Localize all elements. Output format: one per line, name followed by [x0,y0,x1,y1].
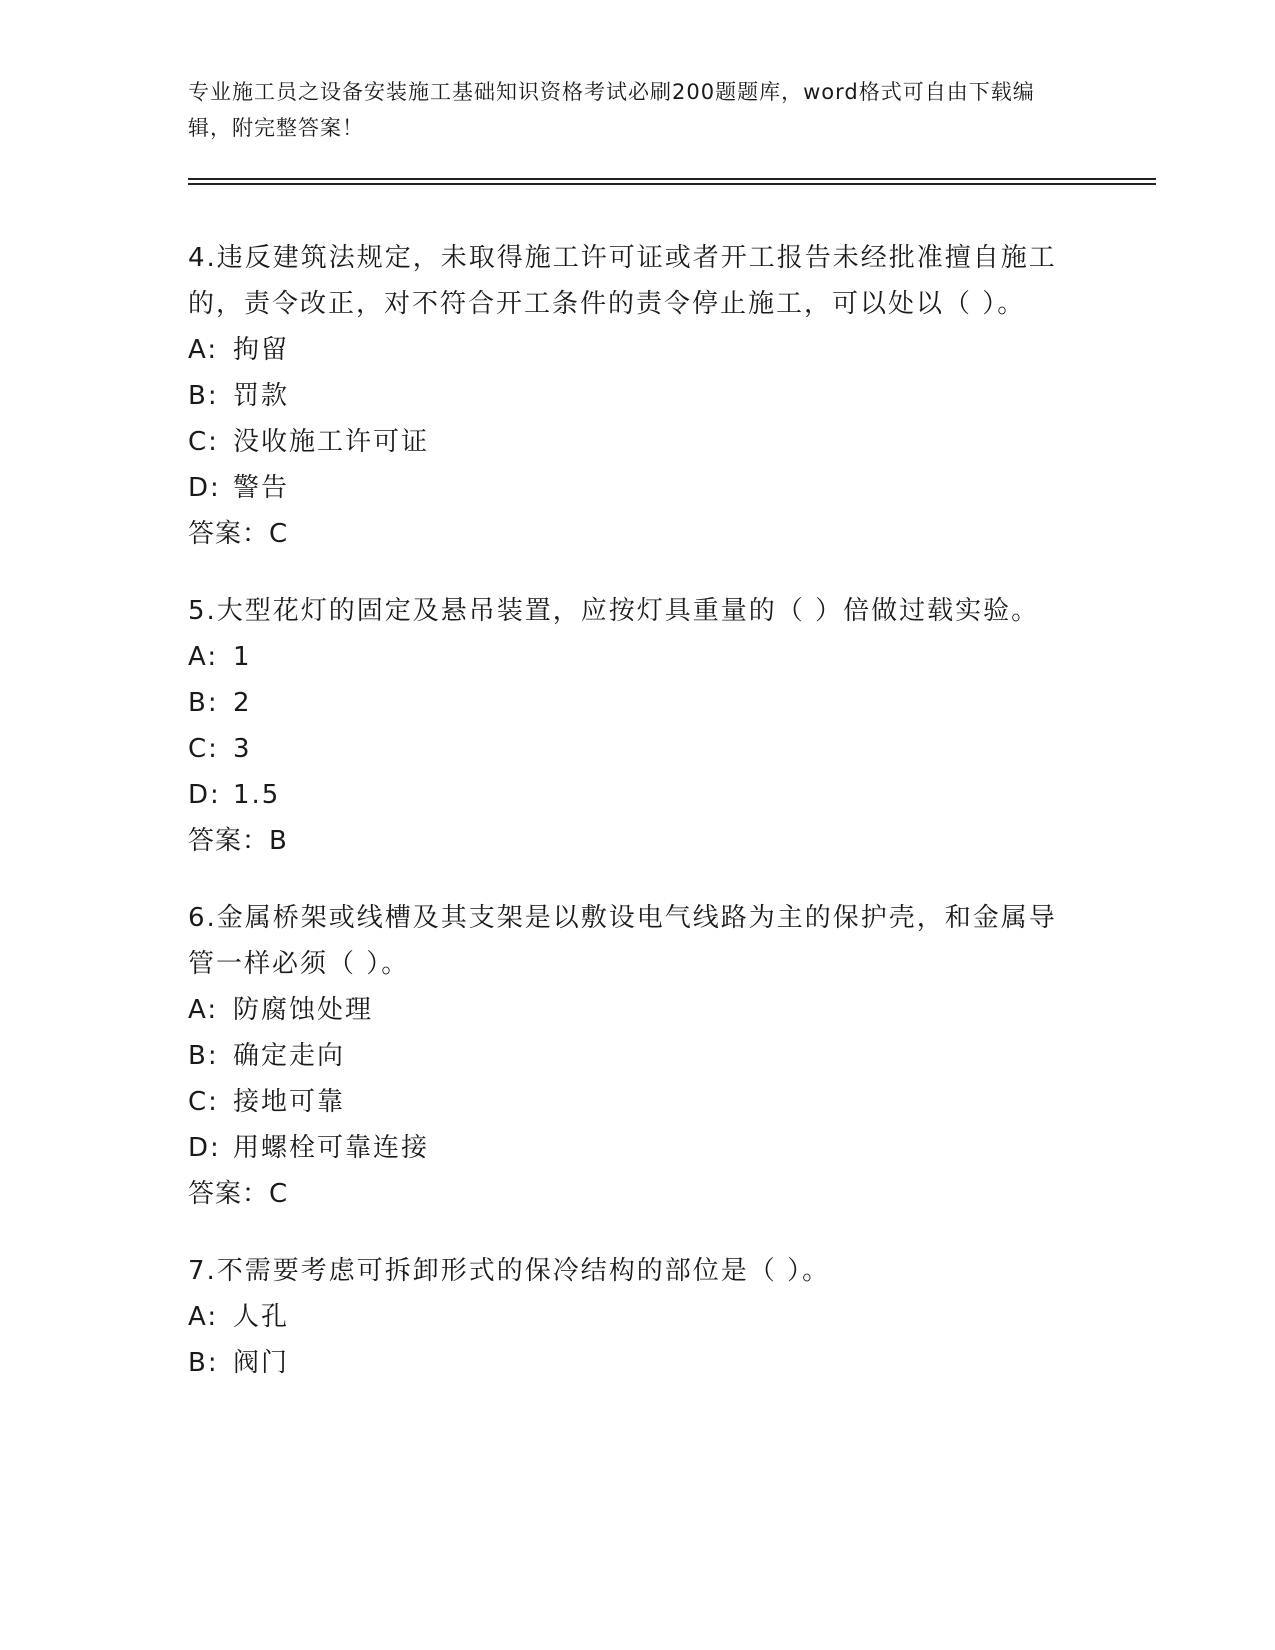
option-letter: D: [188,473,221,503]
option-text: 阀门 [233,1348,290,1378]
option-text: 2 [233,688,252,718]
option-d [188,772,1088,818]
option-letter: B: [188,381,219,411]
option-letter: A: [188,1302,219,1332]
question-6 [188,895,1088,1217]
option-text: 人孔 [233,1302,290,1332]
option-a [188,1294,1088,1340]
option-text: 接地可靠 [233,1087,346,1117]
option-letter: B: [188,1041,219,1071]
question-stem: 6.金属桥架或线槽及其支架是以敷设电气线路为主的保护壳，和金属导管一样必须（ ）。 [188,903,1057,979]
option-letter: C: [188,734,219,764]
answer-line: 答案：C [188,519,289,549]
option-b [188,680,1088,726]
option-letter: B: [188,1348,219,1378]
header-divider-bottom [188,183,1156,185]
question-stem: 5.大型花灯的固定及悬吊装置，应按灯具重量的（ ）倍做过载实验。 [188,596,1040,626]
option-a [188,634,1088,680]
option-letter: C: [188,427,219,457]
question-7 [188,1248,1088,1386]
option-letter: B: [188,688,219,718]
option-text: 3 [233,734,252,764]
option-c [188,726,1088,772]
option-letter: C: [188,1087,219,1117]
option-b [188,1033,1088,1079]
option-letter: A: [188,995,219,1025]
option-text: 警告 [233,473,290,503]
option-a [188,987,1088,1033]
option-b [188,1340,1088,1386]
header-title: 专业施工员之设备安装施工基础知识资格考试必刷200题题库，word格式可自由下载编辑，附完整答案！ [188,80,1035,140]
question-4 [188,235,1088,557]
option-c [188,419,1088,465]
option-text: 1 [233,642,252,672]
option-b [188,373,1088,419]
question-stem: 4.违反建筑法规定，未取得施工许可证或者开工报告未经批准擅自施工的，责令改正，对不符合开工条件的责令停止施工，可以处以（ ）。 [188,243,1057,319]
option-c [188,1079,1088,1125]
header-divider-top [188,178,1156,180]
option-text: 罚款 [233,381,290,411]
option-letter: D: [188,780,221,810]
option-text: 用螺栓可靠连接 [233,1133,430,1163]
option-d [188,1125,1088,1171]
option-text: 拘留 [233,335,290,365]
option-letter: A: [188,642,219,672]
option-d [188,465,1088,511]
option-text: 防腐蚀处理 [233,995,374,1025]
answer-line: 答案：C [188,1179,289,1209]
answer-line: 答案：B [188,826,288,856]
question-stem: 7.不需要考虑可拆卸形式的保冷结构的部位是（ ）。 [188,1256,831,1286]
option-text: 1.5 [233,780,281,810]
option-letter: D: [188,1133,221,1163]
question-list [188,235,1088,1417]
question-5 [188,588,1088,864]
option-text: 确定走向 [233,1041,346,1071]
option-text: 没收施工许可证 [233,427,430,457]
option-a [188,327,1088,373]
page-header [188,74,1068,146]
option-letter: A: [188,335,219,365]
